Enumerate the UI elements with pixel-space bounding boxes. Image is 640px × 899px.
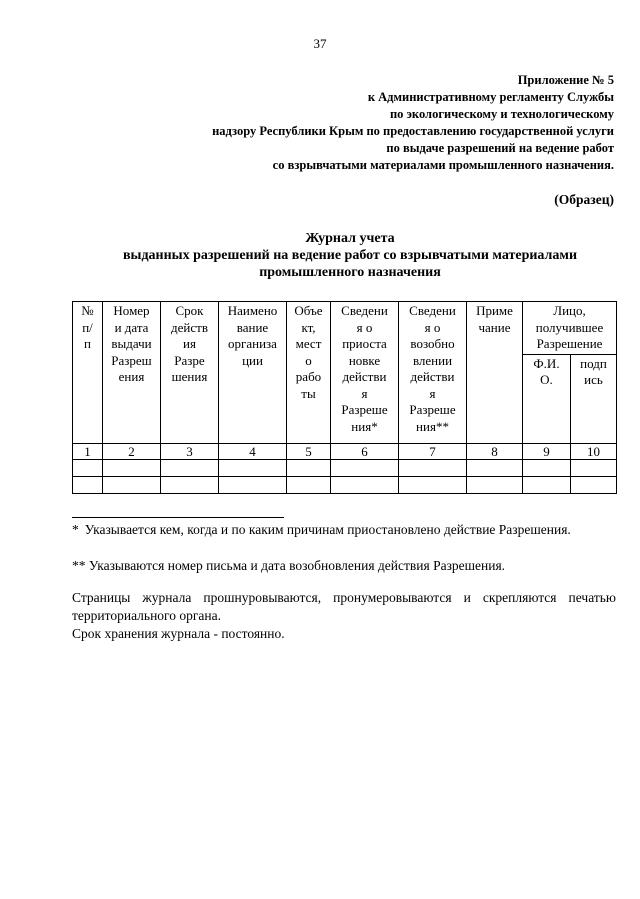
footnote-separator bbox=[72, 517, 284, 518]
footnote-suspension bbox=[72, 521, 616, 539]
column-number-cell: 10 bbox=[571, 443, 617, 459]
empty-cell bbox=[73, 476, 103, 493]
empty-cell bbox=[287, 476, 331, 493]
empty-cell bbox=[467, 476, 523, 493]
header-cell-remark: Приме чание bbox=[467, 302, 523, 444]
header-cell-recipient-group: Лицо, получившее Разрешение bbox=[523, 302, 617, 355]
journal-title-line: Журнал учета bbox=[305, 231, 395, 246]
empty-cell bbox=[571, 476, 617, 493]
column-number-cell: 4 bbox=[219, 443, 287, 459]
header-cell-work-site: Объе кт, мест о рабо ты bbox=[287, 302, 331, 444]
empty-cell bbox=[161, 476, 219, 493]
journal-title-line: промышленного назначения bbox=[259, 265, 441, 280]
column-number-cell: 8 bbox=[467, 443, 523, 459]
journal-table bbox=[72, 301, 617, 494]
empty-cell bbox=[287, 459, 331, 476]
header-cell-permit-validity: Срок действ ия Разре шения bbox=[161, 302, 219, 444]
header-cell-permit-number-date: Номер и дата выдачи Разреш ения bbox=[103, 302, 161, 444]
appendix-line: надзору Республики Крым по предоставлению государственной услуги bbox=[212, 124, 614, 138]
empty-cell bbox=[103, 459, 161, 476]
empty-cell bbox=[161, 459, 219, 476]
journal-title bbox=[60, 230, 640, 281]
header-cell-suspension-info: Сведени я о приоста новке действи я Разреше ния* bbox=[331, 302, 399, 444]
appendix-line: по экологическому и технологическому bbox=[389, 107, 614, 121]
sample-label: (Образец) bbox=[554, 192, 614, 207]
column-number-row bbox=[73, 443, 617, 459]
column-number-cell: 5 bbox=[287, 443, 331, 459]
table-row-empty bbox=[73, 459, 617, 476]
appendix-title: Приложение № 5 bbox=[517, 73, 614, 87]
column-number-cell: 2 bbox=[103, 443, 161, 459]
column-number-cell: 7 bbox=[399, 443, 467, 459]
header-cell-number: № п/ п bbox=[73, 302, 103, 444]
empty-cell bbox=[571, 459, 617, 476]
empty-cell bbox=[467, 459, 523, 476]
appendix-line: со взрывчатыми материалами промышленного назначения. bbox=[272, 158, 614, 172]
appendix-line: по выдаче разрешений на ведение работ bbox=[386, 141, 614, 155]
appendix-header bbox=[94, 72, 614, 174]
appendix-line: к Административному регламенту Службы bbox=[367, 90, 614, 104]
journal-title-line: выданных разрешений на ведение работ со взрывчатыми материалами bbox=[122, 248, 578, 263]
empty-cell bbox=[399, 476, 467, 493]
empty-cell bbox=[331, 459, 399, 476]
column-number-cell: 6 bbox=[331, 443, 399, 459]
empty-cell bbox=[523, 476, 571, 493]
page-number: 37 bbox=[313, 36, 327, 51]
empty-cell bbox=[73, 459, 103, 476]
column-number-cell: 1 bbox=[73, 443, 103, 459]
table-header-row bbox=[73, 302, 617, 355]
empty-cell bbox=[103, 476, 161, 493]
empty-cell bbox=[331, 476, 399, 493]
storage-term-note: Срок хранения журнала - постоянно. bbox=[72, 626, 285, 641]
header-cell-resumption-info: Сведени я о возобно влении действи я Разреше ния** bbox=[399, 302, 467, 444]
empty-cell bbox=[219, 459, 287, 476]
column-number-cell: 3 bbox=[161, 443, 219, 459]
footnote-text: Указывается кем, когда и по каким причинам приостановлено действие Разрешения. bbox=[84, 522, 571, 537]
header-cell-organization: Наимено вание организа ции bbox=[219, 302, 287, 444]
empty-cell bbox=[219, 476, 287, 493]
header-cell-signature: подп ись bbox=[571, 354, 617, 443]
binding-note: Страницы журнала прошнуровываются, пронумеровываются и скрепляются печатью территориального органа. bbox=[72, 590, 616, 623]
column-number-cell: 9 bbox=[523, 443, 571, 459]
empty-cell bbox=[523, 459, 571, 476]
header-cell-recipient-name: Ф.И. О. bbox=[523, 354, 571, 443]
table-row-empty bbox=[73, 476, 617, 493]
footnote-resumption: ** Указываются номер письма и дата возобновления действия Разрешения. bbox=[72, 558, 506, 573]
empty-cell bbox=[399, 459, 467, 476]
footnote-marker: * bbox=[72, 522, 79, 537]
